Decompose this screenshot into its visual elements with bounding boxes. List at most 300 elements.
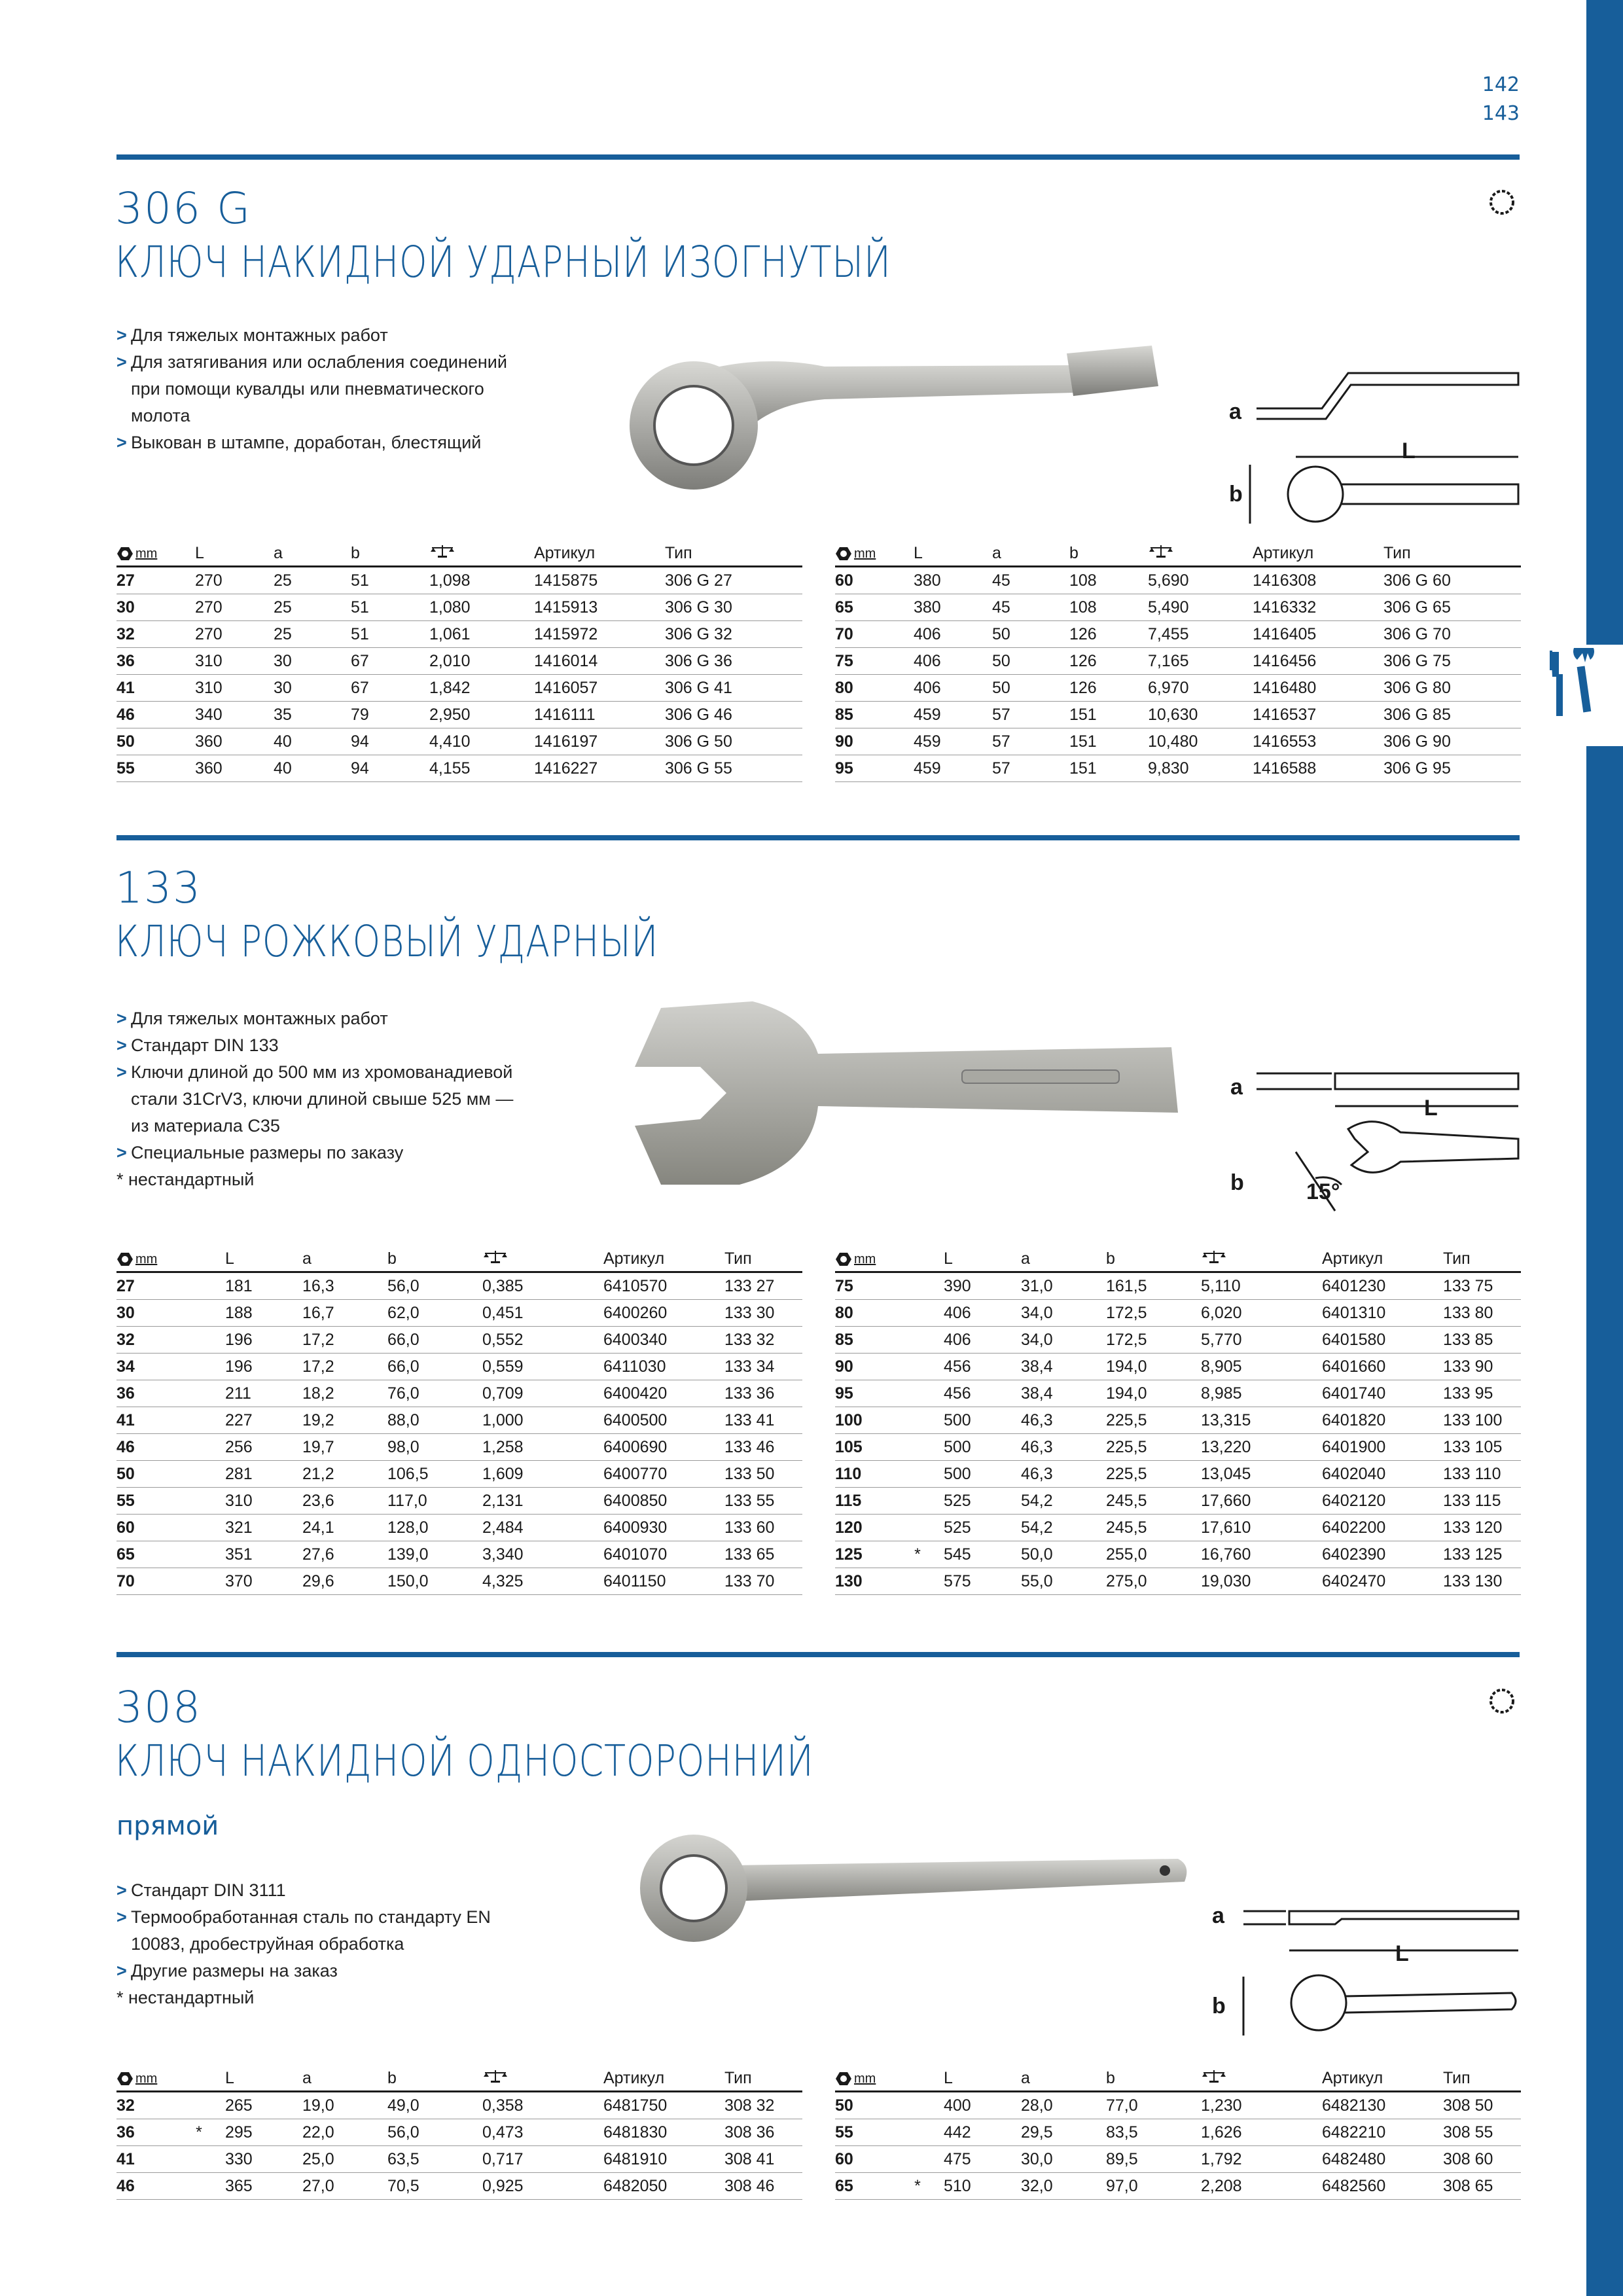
cell-kg: 6,020 xyxy=(1201,1300,1322,1327)
table-row xyxy=(835,2119,1521,2146)
cell-size: 46 xyxy=(116,702,195,728)
cell-b: 225,5 xyxy=(1106,1434,1201,1461)
a-header: a xyxy=(992,538,1069,567)
cell-kg: 17,610 xyxy=(1201,1515,1322,1541)
size-header: mm xyxy=(116,2063,173,2092)
cell-size: 30 xyxy=(116,594,195,621)
cell-L: 380 xyxy=(914,567,992,594)
cell-kg: 0,358 xyxy=(482,2092,603,2119)
cell-kg: 1,792 xyxy=(1201,2146,1322,2173)
cell-type: 133 120 xyxy=(1443,1515,1521,1541)
cell-size: 55 xyxy=(835,2119,891,2146)
table-row xyxy=(116,702,802,728)
cell-kg: 2,131 xyxy=(482,1488,603,1515)
section-title: КЛЮЧ РОЖКОВЫЙ УДАРНЫЙ xyxy=(115,916,659,967)
footnote: * нестандартный xyxy=(116,1170,255,1189)
cell-type: 306 G 50 xyxy=(665,728,802,755)
cell-a: 50 xyxy=(992,648,1069,675)
feature-list xyxy=(116,322,535,456)
a-header: a xyxy=(1021,1244,1106,1272)
table-row xyxy=(835,675,1521,702)
cell-kg: 13,315 xyxy=(1201,1407,1322,1434)
cell-type: 308 32 xyxy=(724,2092,802,2119)
cell-a: 32,0 xyxy=(1021,2173,1106,2200)
cell-type: 306 G 90 xyxy=(1383,728,1521,755)
cell-L: 270 xyxy=(195,567,274,594)
type-header: Тип xyxy=(724,2063,802,2092)
dim-label-a: a xyxy=(1212,1903,1224,1928)
cell-size: 105 xyxy=(835,1434,891,1461)
cell-L: 196 xyxy=(225,1354,302,1380)
cell-star xyxy=(891,1380,944,1407)
open-end-wrench-image xyxy=(622,995,1178,1191)
cell-b: 108 xyxy=(1069,594,1148,621)
cell-kg: 1,098 xyxy=(429,567,534,594)
cell-kg: 10,630 xyxy=(1148,702,1253,728)
cell-kg: 5,110 xyxy=(1201,1272,1322,1300)
dim-label-a: a xyxy=(1230,1075,1243,1100)
feature-item: > Ключи длиной до 500 мм из хромованадиевой стали 31CrV3, ключи длиной свыше 525 мм — из материала C35 xyxy=(116,1062,514,1136)
note-header xyxy=(891,2063,944,2092)
cell-L: 525 xyxy=(944,1515,1021,1541)
size-header: mm xyxy=(116,538,195,567)
cell-kg: 1,000 xyxy=(482,1407,603,1434)
cell-b: 51 xyxy=(351,594,429,621)
cell-a: 31,0 xyxy=(1021,1272,1106,1300)
cell-star xyxy=(173,1461,225,1488)
cell-size: 27 xyxy=(116,1272,173,1300)
cell-a: 46,3 xyxy=(1021,1461,1106,1488)
cell-art: 6481910 xyxy=(603,2146,724,2173)
cell-type: 308 41 xyxy=(724,2146,802,2173)
cell-b: 225,5 xyxy=(1106,1461,1201,1488)
cell-L: 227 xyxy=(225,1407,302,1434)
cell-a: 29,5 xyxy=(1021,2119,1106,2146)
table-row xyxy=(116,1327,802,1354)
cell-art: 6402200 xyxy=(1322,1515,1443,1541)
cell-kg: 16,760 xyxy=(1201,1541,1322,1568)
cell-art: 6400500 xyxy=(603,1407,724,1434)
weight-header xyxy=(1201,2063,1322,2092)
cell-art: 6401070 xyxy=(603,1541,724,1568)
cell-size: 32 xyxy=(116,1327,173,1354)
cell-L: 406 xyxy=(914,621,992,648)
cell-a: 45 xyxy=(992,594,1069,621)
cell-art: 1416553 xyxy=(1253,728,1383,755)
cell-star xyxy=(173,1272,225,1300)
cell-size: 27 xyxy=(116,567,195,594)
feature-item: > Стандарт DIN 3111 xyxy=(116,1880,286,1900)
cell-art: 6401740 xyxy=(1322,1380,1443,1407)
cell-L: 340 xyxy=(195,702,274,728)
cell-size: 80 xyxy=(835,675,914,702)
cell-a: 34,0 xyxy=(1021,1300,1106,1327)
cell-type: 308 36 xyxy=(724,2119,802,2146)
cell-a: 23,6 xyxy=(302,1488,387,1515)
cell-b: 76,0 xyxy=(387,1380,482,1407)
sidebar-stripe xyxy=(1586,0,1623,2296)
cell-size: 60 xyxy=(835,2146,891,2173)
cell-b: 139,0 xyxy=(387,1541,482,1568)
cell-type: 133 32 xyxy=(724,1327,802,1354)
cell-kg: 13,045 xyxy=(1201,1461,1322,1488)
cell-L: 188 xyxy=(225,1300,302,1327)
table-row xyxy=(835,1300,1521,1327)
table-row xyxy=(835,2092,1521,2119)
cell-size: 70 xyxy=(116,1568,173,1595)
cell-a: 57 xyxy=(992,728,1069,755)
table-row xyxy=(835,594,1521,621)
weight-header xyxy=(482,1244,603,1272)
cell-type: 308 55 xyxy=(1443,2119,1521,2146)
cell-art: 6400850 xyxy=(603,1488,724,1515)
weight-scale-icon xyxy=(482,2069,508,2083)
cell-a: 30 xyxy=(274,648,351,675)
cell-size: 85 xyxy=(835,702,914,728)
dim-label-angle: 15° xyxy=(1306,1179,1340,1204)
cell-art: 6411030 xyxy=(603,1354,724,1380)
dim-label-b: b xyxy=(1230,1170,1244,1195)
cell-art: 6400690 xyxy=(603,1434,724,1461)
cell-a: 30,0 xyxy=(1021,2146,1106,2173)
l-header: L xyxy=(225,1244,302,1272)
page-number-left: 142 xyxy=(1482,73,1520,96)
type-header: Тип xyxy=(1443,2063,1521,2092)
cell-size: 75 xyxy=(835,1272,891,1300)
b-header: b xyxy=(387,1244,482,1272)
cell-b: 106,5 xyxy=(387,1461,482,1488)
cell-a: 50 xyxy=(992,621,1069,648)
table-row xyxy=(835,1434,1521,1461)
cell-star xyxy=(173,1380,225,1407)
cell-art: 6402040 xyxy=(1322,1461,1443,1488)
cell-a: 50 xyxy=(992,675,1069,702)
cell-b: 94 xyxy=(351,728,429,755)
cell-a: 25 xyxy=(274,594,351,621)
cell-b: 126 xyxy=(1069,675,1148,702)
cell-size: 41 xyxy=(116,1407,173,1434)
footnote: * нестандартный xyxy=(116,1988,255,2007)
cell-kg: 10,480 xyxy=(1148,728,1253,755)
cell-size: 130 xyxy=(835,1568,891,1595)
cell-type: 133 125 xyxy=(1443,1541,1521,1568)
cell-art: 1415972 xyxy=(534,621,665,648)
cell-size: 50 xyxy=(116,1461,173,1488)
article-header: Артикул xyxy=(603,1244,724,1272)
cell-b: 63,5 xyxy=(387,2146,482,2173)
cell-a: 40 xyxy=(274,755,351,782)
cell-type: 133 90 xyxy=(1443,1354,1521,1380)
cell-kg: 4,155 xyxy=(429,755,534,782)
nut-icon xyxy=(116,547,134,561)
type-header: Тип xyxy=(724,1244,802,1272)
cell-kg: 1,842 xyxy=(429,675,534,702)
cell-b: 128,0 xyxy=(387,1515,482,1541)
cell-a: 57 xyxy=(992,702,1069,728)
cell-kg: 2,208 xyxy=(1201,2173,1322,2200)
table-row xyxy=(116,594,802,621)
dim-label-b: b xyxy=(1212,1994,1226,2018)
cell-size: 90 xyxy=(835,1354,891,1380)
cell-a: 27,0 xyxy=(302,2173,387,2200)
cell-size: 55 xyxy=(116,755,195,782)
cell-L: 500 xyxy=(944,1434,1021,1461)
cell-size: 120 xyxy=(835,1515,891,1541)
cell-art: 1415913 xyxy=(534,594,665,621)
dim-label-b: b xyxy=(1229,482,1243,507)
offset-ring-wrench-image xyxy=(615,327,1158,511)
cell-star xyxy=(891,2119,944,2146)
cell-size: 32 xyxy=(116,2092,173,2119)
table-row xyxy=(835,621,1521,648)
cell-kg: 9,830 xyxy=(1148,755,1253,782)
a-header: a xyxy=(274,538,351,567)
feature-item: > Термообработанная сталь по стандарту EN 10083, дробеструйная обработка xyxy=(116,1907,491,1954)
cell-size: 95 xyxy=(835,755,914,782)
cell-a: 19,0 xyxy=(302,2092,387,2119)
cell-size: 115 xyxy=(835,1488,891,1515)
cell-star: * xyxy=(891,1541,944,1568)
cell-kg: 2,010 xyxy=(429,648,534,675)
cell-size: 65 xyxy=(116,1541,173,1568)
cell-b: 66,0 xyxy=(387,1354,482,1380)
ring-spanner-icon xyxy=(1487,187,1517,217)
cell-kg: 3,340 xyxy=(482,1541,603,1568)
cell-a: 54,2 xyxy=(1021,1488,1106,1515)
table-row xyxy=(116,648,802,675)
cell-size: 60 xyxy=(116,1515,173,1541)
feature-item: > Другие размеры на заказ xyxy=(116,1961,338,1981)
cell-art: 6400770 xyxy=(603,1461,724,1488)
cell-a: 16,7 xyxy=(302,1300,387,1327)
a-header: a xyxy=(1021,2063,1106,2092)
section-number: 133 xyxy=(115,863,202,913)
cell-size: 46 xyxy=(116,1434,173,1461)
table-row xyxy=(116,2119,802,2146)
cell-size: 41 xyxy=(116,2146,173,2173)
cell-b: 67 xyxy=(351,648,429,675)
table-row xyxy=(116,1488,802,1515)
cell-star xyxy=(173,2173,225,2200)
cell-type: 133 115 xyxy=(1443,1488,1521,1515)
cell-kg: 7,165 xyxy=(1148,648,1253,675)
feature-list xyxy=(116,1005,535,1193)
cell-size: 36 xyxy=(116,648,195,675)
cell-star xyxy=(891,1407,944,1434)
cell-a: 25 xyxy=(274,567,351,594)
cell-L: 181 xyxy=(225,1272,302,1300)
feature-list xyxy=(116,1877,535,2011)
cell-a: 50,0 xyxy=(1021,1541,1106,1568)
cell-kg: 1,258 xyxy=(482,1434,603,1461)
cell-kg: 0,385 xyxy=(482,1272,603,1300)
cell-L: 406 xyxy=(914,675,992,702)
cell-kg: 2,484 xyxy=(482,1515,603,1541)
cell-size: 65 xyxy=(835,2173,891,2200)
cell-a: 17,2 xyxy=(302,1354,387,1380)
weight-scale-icon xyxy=(429,544,455,558)
cell-b: 275,0 xyxy=(1106,1568,1201,1595)
cell-kg: 8,985 xyxy=(1201,1380,1322,1407)
cell-b: 194,0 xyxy=(1106,1354,1201,1380)
cell-a: 18,2 xyxy=(302,1380,387,1407)
feature-item: > Для тяжелых монтажных работ xyxy=(116,1009,388,1028)
cell-art: 6402470 xyxy=(1322,1568,1443,1595)
dim-label-L: L xyxy=(1395,1941,1409,1966)
cell-a: 16,3 xyxy=(302,1272,387,1300)
cell-b: 97,0 xyxy=(1106,2173,1201,2200)
cell-size: 32 xyxy=(116,621,195,648)
cell-a: 34,0 xyxy=(1021,1327,1106,1354)
b-header: b xyxy=(1069,538,1148,567)
cell-art: 1416480 xyxy=(1253,675,1383,702)
cell-b: 151 xyxy=(1069,755,1148,782)
cell-L: 500 xyxy=(944,1461,1021,1488)
cell-L: 295 xyxy=(225,2119,302,2146)
b-header: b xyxy=(351,538,429,567)
cell-a: 25 xyxy=(274,621,351,648)
cell-art: 1416456 xyxy=(1253,648,1383,675)
cell-b: 126 xyxy=(1069,621,1148,648)
l-header: L xyxy=(944,2063,1021,2092)
dim-label-L: L xyxy=(1402,439,1416,463)
table-header-row xyxy=(835,1244,1521,1272)
page-numbers xyxy=(1466,71,1520,128)
cell-type: 133 36 xyxy=(724,1380,802,1407)
feature-item: > Выкован в штампе, доработан, блестящий xyxy=(116,433,482,452)
table-row xyxy=(116,1515,802,1541)
cell-size: 30 xyxy=(116,1300,173,1327)
note-header xyxy=(173,1244,225,1272)
cell-L: 270 xyxy=(195,594,274,621)
cell-art: 6400340 xyxy=(603,1327,724,1354)
cell-star xyxy=(891,1515,944,1541)
size-header: mm xyxy=(835,1244,891,1272)
cell-b: 172,5 xyxy=(1106,1327,1201,1354)
table-row xyxy=(116,1541,802,1568)
cell-type: 133 27 xyxy=(724,1272,802,1300)
cell-L: 442 xyxy=(944,2119,1021,2146)
cell-size: 46 xyxy=(116,2173,173,2200)
nut-icon xyxy=(116,1252,134,1266)
cell-a: 40 xyxy=(274,728,351,755)
cell-kg: 5,770 xyxy=(1201,1327,1322,1354)
cell-type: 133 60 xyxy=(724,1515,802,1541)
cell-L: 351 xyxy=(225,1541,302,1568)
cell-b: 83,5 xyxy=(1106,2119,1201,2146)
table-row xyxy=(835,728,1521,755)
cell-star xyxy=(891,1354,944,1380)
table-row xyxy=(835,755,1521,782)
article-header: Артикул xyxy=(534,538,665,567)
cell-b: 51 xyxy=(351,567,429,594)
cell-art: 6400930 xyxy=(603,1515,724,1541)
cell-size: 95 xyxy=(835,1380,891,1407)
cell-b: 67 xyxy=(351,675,429,702)
cell-L: 265 xyxy=(225,2092,302,2119)
cell-type: 306 G 60 xyxy=(1383,567,1521,594)
cell-size: 36 xyxy=(116,2119,173,2146)
section-rule xyxy=(116,1652,1520,1657)
cell-type: 133 50 xyxy=(724,1461,802,1488)
cell-art: 6482560 xyxy=(1322,2173,1443,2200)
cell-type: 133 85 xyxy=(1443,1327,1521,1354)
weight-scale-icon xyxy=(482,1249,508,1264)
cell-type: 306 G 65 xyxy=(1383,594,1521,621)
cell-star xyxy=(173,1300,225,1327)
cell-L: 456 xyxy=(944,1380,1021,1407)
cell-size: 55 xyxy=(116,1488,173,1515)
cell-art: 6482210 xyxy=(1322,2119,1443,2146)
cell-star xyxy=(891,1434,944,1461)
cell-art: 6482130 xyxy=(1322,2092,1443,2119)
table-row xyxy=(835,2173,1521,2200)
cell-kg: 6,970 xyxy=(1148,675,1253,702)
tools-icon xyxy=(1546,648,1598,720)
table-row xyxy=(116,1461,802,1488)
cell-star xyxy=(891,1461,944,1488)
cell-art: 6401900 xyxy=(1322,1434,1443,1461)
cell-art: 6410570 xyxy=(603,1272,724,1300)
cell-kg: 1,609 xyxy=(482,1461,603,1488)
cell-L: 270 xyxy=(195,621,274,648)
cell-type: 133 100 xyxy=(1443,1407,1521,1434)
cell-b: 225,5 xyxy=(1106,1407,1201,1434)
cell-type: 133 70 xyxy=(724,1568,802,1595)
cell-b: 79 xyxy=(351,702,429,728)
cell-size: 125 xyxy=(835,1541,891,1568)
cell-type: 133 46 xyxy=(724,1434,802,1461)
cell-art: 1416197 xyxy=(534,728,665,755)
ring-spanner-icon xyxy=(1487,1686,1517,1716)
spec-table-right xyxy=(835,2063,1521,2200)
weight-header xyxy=(482,2063,603,2092)
nut-icon xyxy=(835,547,852,561)
a-header: a xyxy=(302,1244,387,1272)
feature-item: > Специальные размеры по заказу xyxy=(116,1143,404,1162)
cell-art: 6401230 xyxy=(1322,1272,1443,1300)
cell-art: 6401150 xyxy=(603,1568,724,1595)
cell-b: 77,0 xyxy=(1106,2092,1201,2119)
cell-L: 310 xyxy=(225,1488,302,1515)
cell-kg: 1,230 xyxy=(1201,2092,1322,2119)
cell-size: 60 xyxy=(835,567,914,594)
cell-b: 94 xyxy=(351,755,429,782)
type-header: Тип xyxy=(1383,538,1521,567)
cell-art: 1416332 xyxy=(1253,594,1383,621)
cell-art: 6401310 xyxy=(1322,1300,1443,1327)
cell-size: 50 xyxy=(835,2092,891,2119)
cell-star xyxy=(173,1541,225,1568)
cell-b: 150,0 xyxy=(387,1568,482,1595)
cell-L: 406 xyxy=(914,648,992,675)
table-header-row xyxy=(116,1244,802,1272)
cell-L: 545 xyxy=(944,1541,1021,1568)
table-row xyxy=(835,1515,1521,1541)
cell-b: 151 xyxy=(1069,702,1148,728)
cell-b: 70,5 xyxy=(387,2173,482,2200)
cell-star xyxy=(891,1327,944,1354)
cell-b: 51 xyxy=(351,621,429,648)
nut-icon xyxy=(116,2072,134,2086)
cell-star xyxy=(173,2146,225,2173)
cell-b: 255,0 xyxy=(1106,1541,1201,1568)
cell-kg: 1,080 xyxy=(429,594,534,621)
size-header: mm xyxy=(835,2063,891,2092)
feature-item: > Для затягивания или ослабления соединений при помощи кувалды или пневматического молота xyxy=(116,352,507,425)
dimension-diagram xyxy=(1217,1047,1525,1217)
cell-L: 360 xyxy=(195,755,274,782)
